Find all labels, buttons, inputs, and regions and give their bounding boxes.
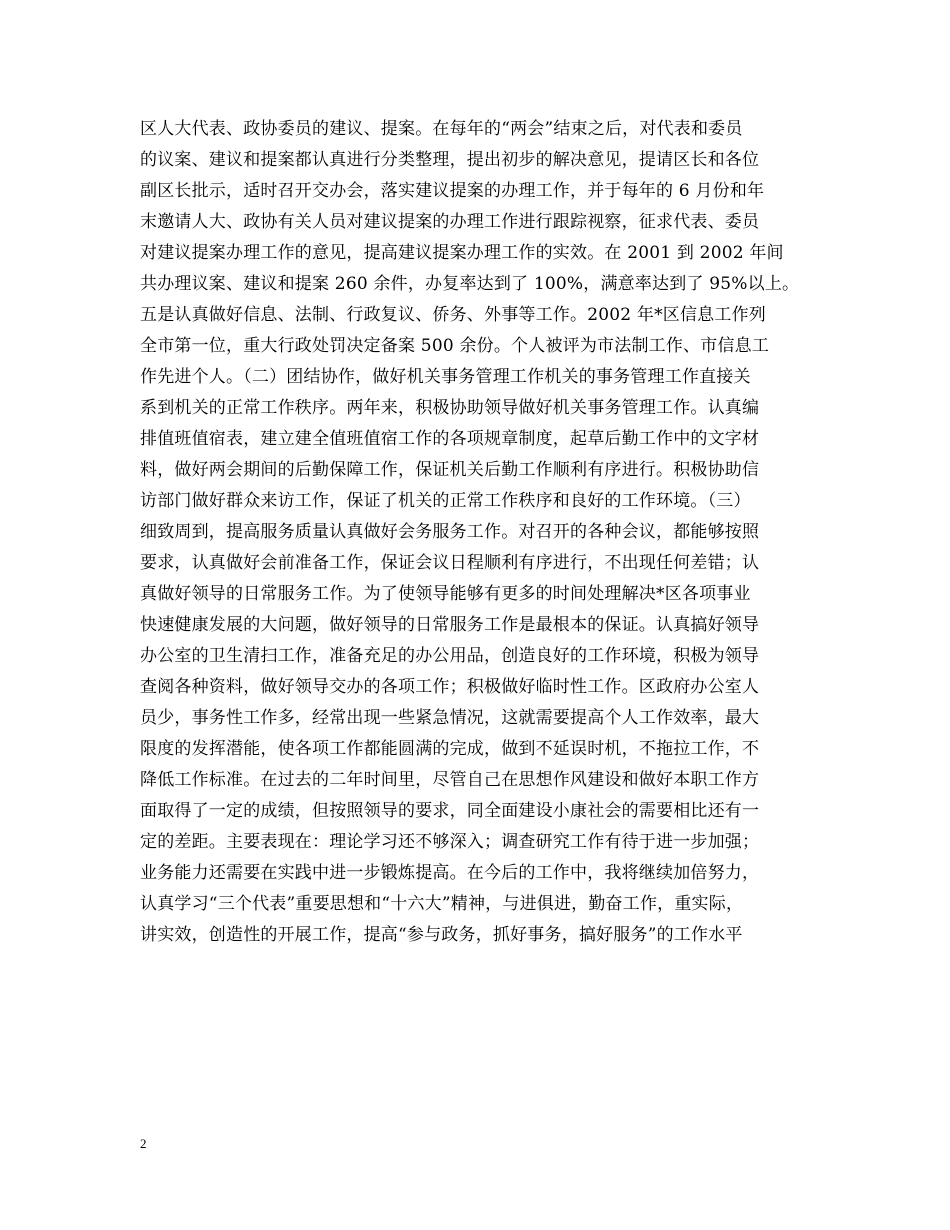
body-text — [140, 114, 830, 951]
text-line: 认真学习“三个代表”重要思想和“十六大”精神，与进俱进，勤奋工作，重实际， — [140, 894, 744, 914]
text-line: 系到机关的正常工作秩序。两年来，积极协助领导做好机关事务管理工作。认真编 — [140, 398, 760, 418]
text-line: 查阅各种资料，做好领导交办的各项工作；积极做好临时性工作。区政府办公室人 — [140, 677, 760, 697]
text-line: 要求，认真做好会前准备工作，保证会议日程顺利有序进行，不出现任何差错；认 — [140, 553, 760, 573]
text-line: 降低工作标准。在过去的二年时间里，尽管自己在思想作风建设和做好本职工作方 — [140, 770, 760, 790]
text-line: 的议案、建议和提案都认真进行分类整理，提出初步的解决意见，提请区长和各位 — [140, 150, 760, 170]
text-line: 末邀请人大、政协有关人员对建议提案的办理工作进行跟踪视察，征求代表、委员 — [140, 212, 760, 232]
text-line: 限度的发挥潜能，使各项工作都能圆满的完成，做到不延误时机，不拖拉工作，不 — [140, 739, 760, 759]
text-line: 区人大代表、政协委员的建议、提案。在每年的“两会”结束之后，对代表和委员 — [140, 119, 743, 139]
text-line: 讲实效，创造性的开展工作，提高“参与政务，抓好事务，搞好服务”的工作水平 — [140, 925, 743, 945]
text-line: 员少，事务性工作多，经常出现一些紧急情况，这就需要提高个人工作效率，最大 — [140, 708, 760, 728]
text-line: 面取得了一定的成绩，但按照领导的要求，同全面建设小康社会的需要相比还有一 — [140, 801, 760, 821]
text-line: 定的差距。主要表现在：理论学习还不够深入；调查研究工作有待于进一步加强； — [140, 832, 760, 852]
text-line: 细致周到，提高服务质量认真做好会务服务工作。对召开的各种会议，都能够按照 — [140, 522, 760, 542]
text-line: 排值班值宿表，建立建全值班值宿工作的各项规章制度，起草后勤工作中的文字材 — [140, 429, 760, 449]
text-line: 作先进个人。（二）团结协作，做好机关事务管理工作机关的事务管理工作直接关 — [140, 367, 751, 387]
text-line: 副区长批示，适时召开交办会，落实建议提案的办理工作，并于每年的 6 月份和年 — [140, 181, 765, 201]
text-line: 业务能力还需要在实践中进一步锻炼提高。在今后的工作中，我将继续加倍努力， — [140, 863, 760, 883]
text-line: 快速健康发展的大问题，做好领导的日常服务工作是最根本的保证。认真搞好领导 — [140, 615, 760, 635]
page-number: 2 — [140, 1136, 147, 1151]
text-line: 全市第一位，重大行政处罚决定备案 500 余份。个人被评为市法制工作、市信息工 — [140, 336, 770, 356]
text-line: 真做好领导的日常服务工作。为了使领导能够有更多的时间处理解决*区各项事业 — [140, 584, 751, 604]
text-line: 办公室的卫生清扫工作，准备充足的办公用品，创造良好的工作环境，积极为领导 — [140, 646, 760, 666]
text-line: 共办理议案、建议和提案 260 余件，办复率达到了 100%，满意率达到了 95%以上。 — [140, 274, 800, 294]
text-line: 对建议提案办理工作的意见，提高建议提案办理工作的实效。在 2001 到 2002 年间 — [140, 243, 784, 263]
text-line: 访部门做好群众来访工作，保证了机关的正常工作秩序和良好的工作环境。（三） — [140, 491, 751, 511]
text-line: 料，做好两会期间的后勤保障工作，保证机关后勤工作顺利有序进行。积极协助信 — [140, 460, 760, 480]
text-line: 五是认真做好信息、法制、行政复议、侨务、外事等工作。2002 年*区信息工作列 — [140, 305, 766, 325]
